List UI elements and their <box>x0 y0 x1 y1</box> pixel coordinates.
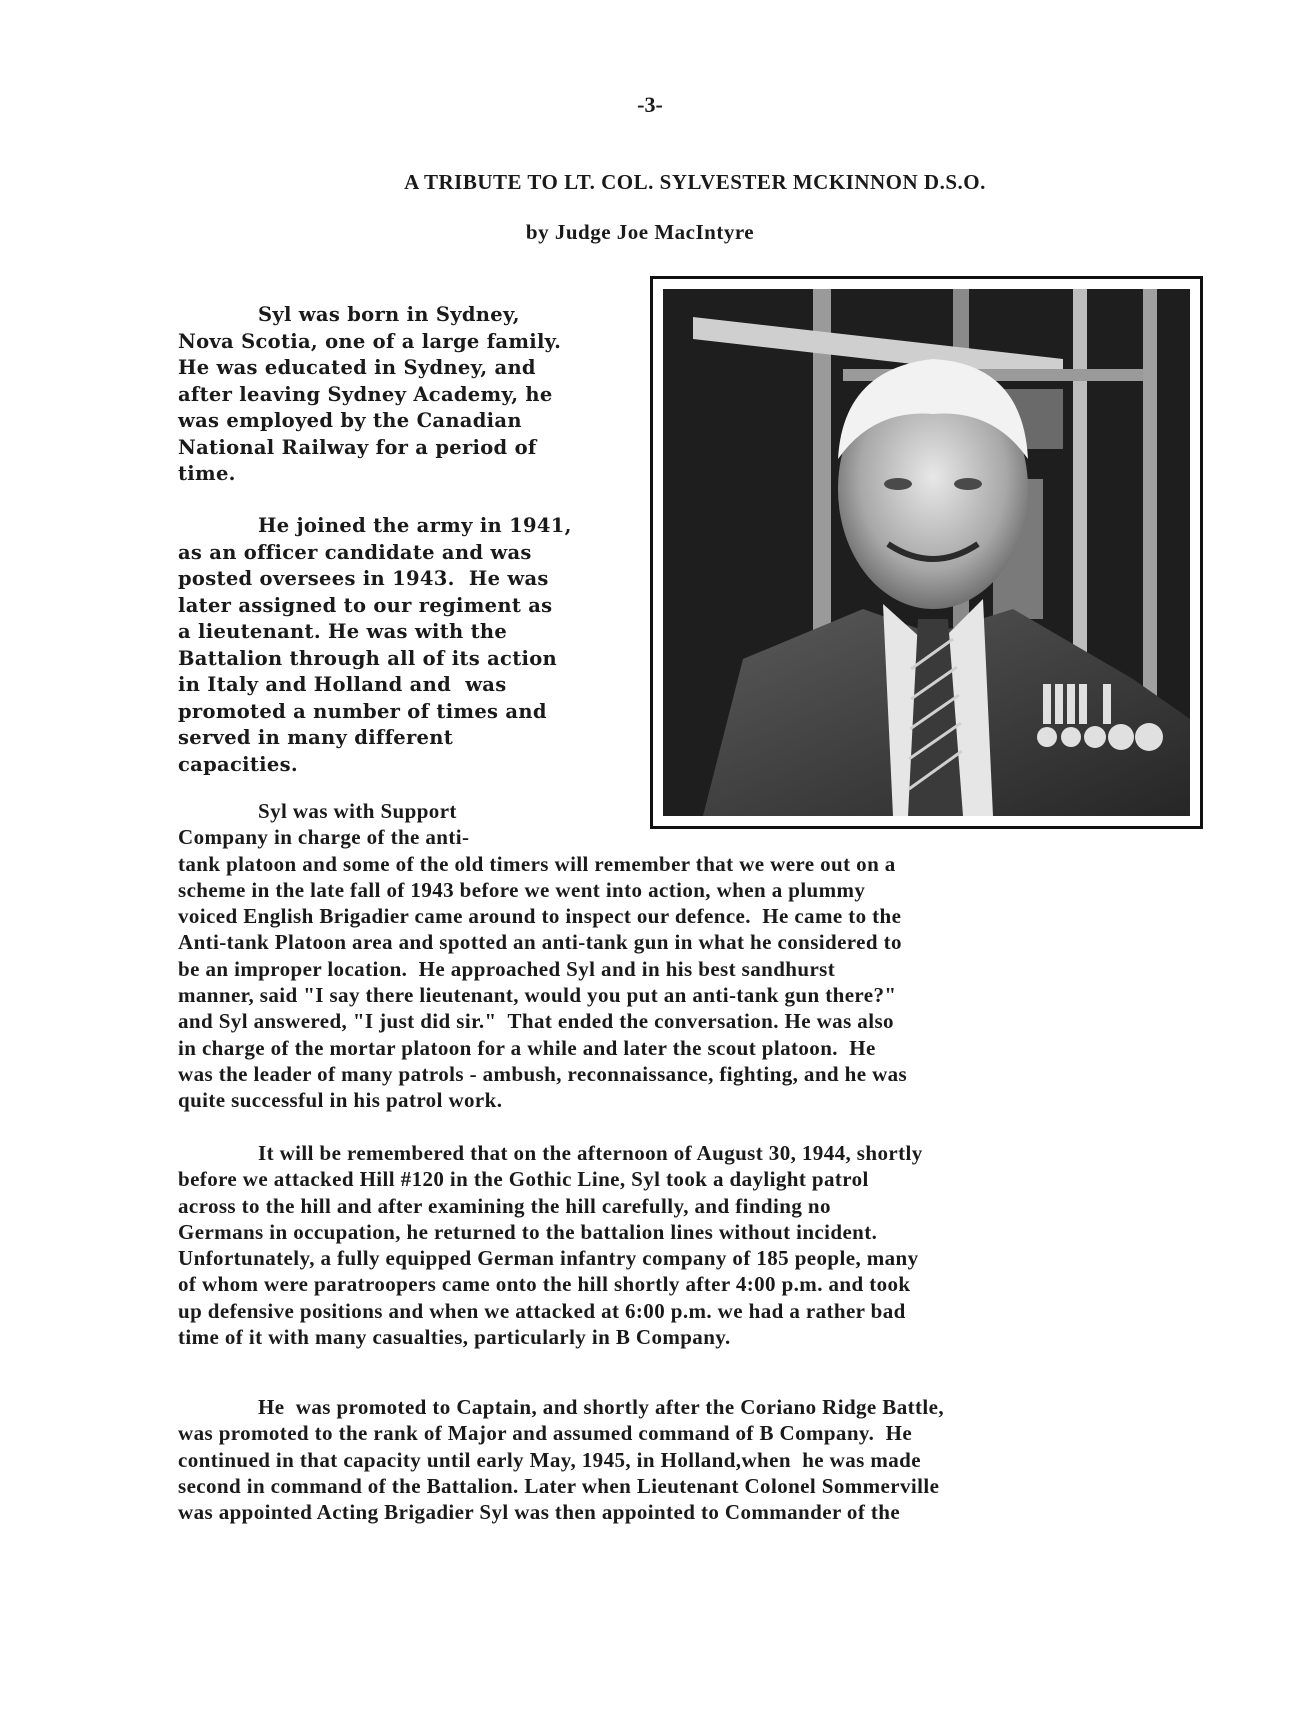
text-line: was the leader of many patrols - ambush, reconnaissance, fighting, and he was <box>178 1061 908 1086</box>
text-line: tank platoon and some of the old timers will remember that we were out on a <box>178 851 896 876</box>
text-line: in Italy and Holland and was <box>178 673 507 696</box>
text-line: promoted a number of times and <box>178 699 547 723</box>
text-line: time. <box>178 462 236 485</box>
portrait-image-icon <box>663 289 1190 816</box>
text-line: Company in charge of the anti- <box>178 825 470 850</box>
article-byline: by Judge Joe MacIntyre <box>525 220 755 244</box>
text-line: as an officer candidate and was <box>178 540 532 564</box>
text-line: quite successful in his patrol work. <box>178 1088 503 1113</box>
text-line: He joined the army in 1941, <box>258 514 572 537</box>
text-line: time of it with many casualties, particularly in B Company. <box>178 1325 731 1350</box>
text-line: scheme in the late fall of 1943 before we went into action, when a plummy <box>178 877 866 902</box>
paragraph-birth <box>178 302 628 488</box>
paragraph-army <box>178 513 628 778</box>
text-line: Unfortunately, a fully equipped German infantry company of 185 people, many <box>178 1246 919 1271</box>
text-line: later assigned to our regiment as <box>178 593 553 617</box>
text-line: second in command of the Battalion. Later when Lieutenant Colonel Sommerville <box>178 1473 940 1498</box>
text-line: Syl was born in Sydney, <box>258 303 520 326</box>
text-line: Nova Scotia, one of a large family. <box>178 329 562 353</box>
text-line: in charge of the mortar platoon for a while and later the scout platoon. He <box>178 1035 876 1060</box>
text-line: across to the hill and after examining the hill carefully, and finding no <box>178 1193 831 1218</box>
text-line: He was promoted to Captain, and shortly after the Coriano Ridge Battle, <box>258 1395 944 1419</box>
text-line: of whom were paratroopers came onto the hill shortly after 4:00 p.m. and took <box>178 1272 911 1297</box>
text-line: It will be remembered that on the afternoon of August 30, 1944, shortly <box>258 1141 923 1165</box>
text-line: continued in that capacity until early May, 1945, in Holland,when he was made <box>178 1447 921 1472</box>
text-line: Anti-tank Platoon area and spotted an anti-tank gun in what he considered to <box>178 930 902 955</box>
text-line: and Syl answered, "I just did sir." That ended the conversation. He was also <box>178 1009 894 1034</box>
text-line: before we attacked Hill #120 in the Gothic Line, Syl took a daylight patrol <box>178 1167 869 1192</box>
text-line: after leaving Sydney Academy, he <box>178 382 553 406</box>
text-line: Battalion through all of its action <box>178 646 558 670</box>
text-line: National Railway for a period of <box>178 435 537 459</box>
paragraph-support-company <box>178 798 1208 1114</box>
paragraph-hill-120 <box>178 1140 1208 1350</box>
text-line: was appointed Acting Brigadier Syl was then appointed to Commander of the <box>178 1500 901 1525</box>
paragraph-promotion <box>178 1394 1208 1525</box>
text-line: Germans in occupation, he returned to the battalion lines without incident. <box>178 1219 878 1244</box>
text-line: up defensive positions and when we attacked at 6:00 p.m. we had a rather bad <box>178 1298 906 1323</box>
text-line: posted oversees in 1943. He was <box>178 567 549 590</box>
text-line: manner, said "I say there lieutenant, would you put an anti-tank gun there?" <box>178 983 897 1008</box>
text-line: capacities. <box>178 752 298 776</box>
portrait-photo <box>663 289 1190 816</box>
page-number: -3- <box>637 92 663 117</box>
text-line: served in many different <box>178 726 454 749</box>
portrait-photo-frame <box>650 276 1203 829</box>
text-line: voiced English Brigadier came around to inspect our defence. He came to the <box>178 904 902 929</box>
text-line: Syl was with Support <box>258 799 457 823</box>
text-line: was promoted to the rank of Major and assumed command of B Company. He <box>178 1421 913 1446</box>
text-line: He was educated in Sydney, and <box>178 356 536 379</box>
text-line: was employed by the Canadian <box>178 409 522 432</box>
text-line: be an improper location. He approached Syl and in his best sandhurst <box>178 956 836 981</box>
article-title: A TRIBUTE TO LT. COL. SYLVESTER MCKINNON D.S.O. <box>404 170 986 194</box>
text-line: a lieutenant. He was with the <box>178 620 508 643</box>
